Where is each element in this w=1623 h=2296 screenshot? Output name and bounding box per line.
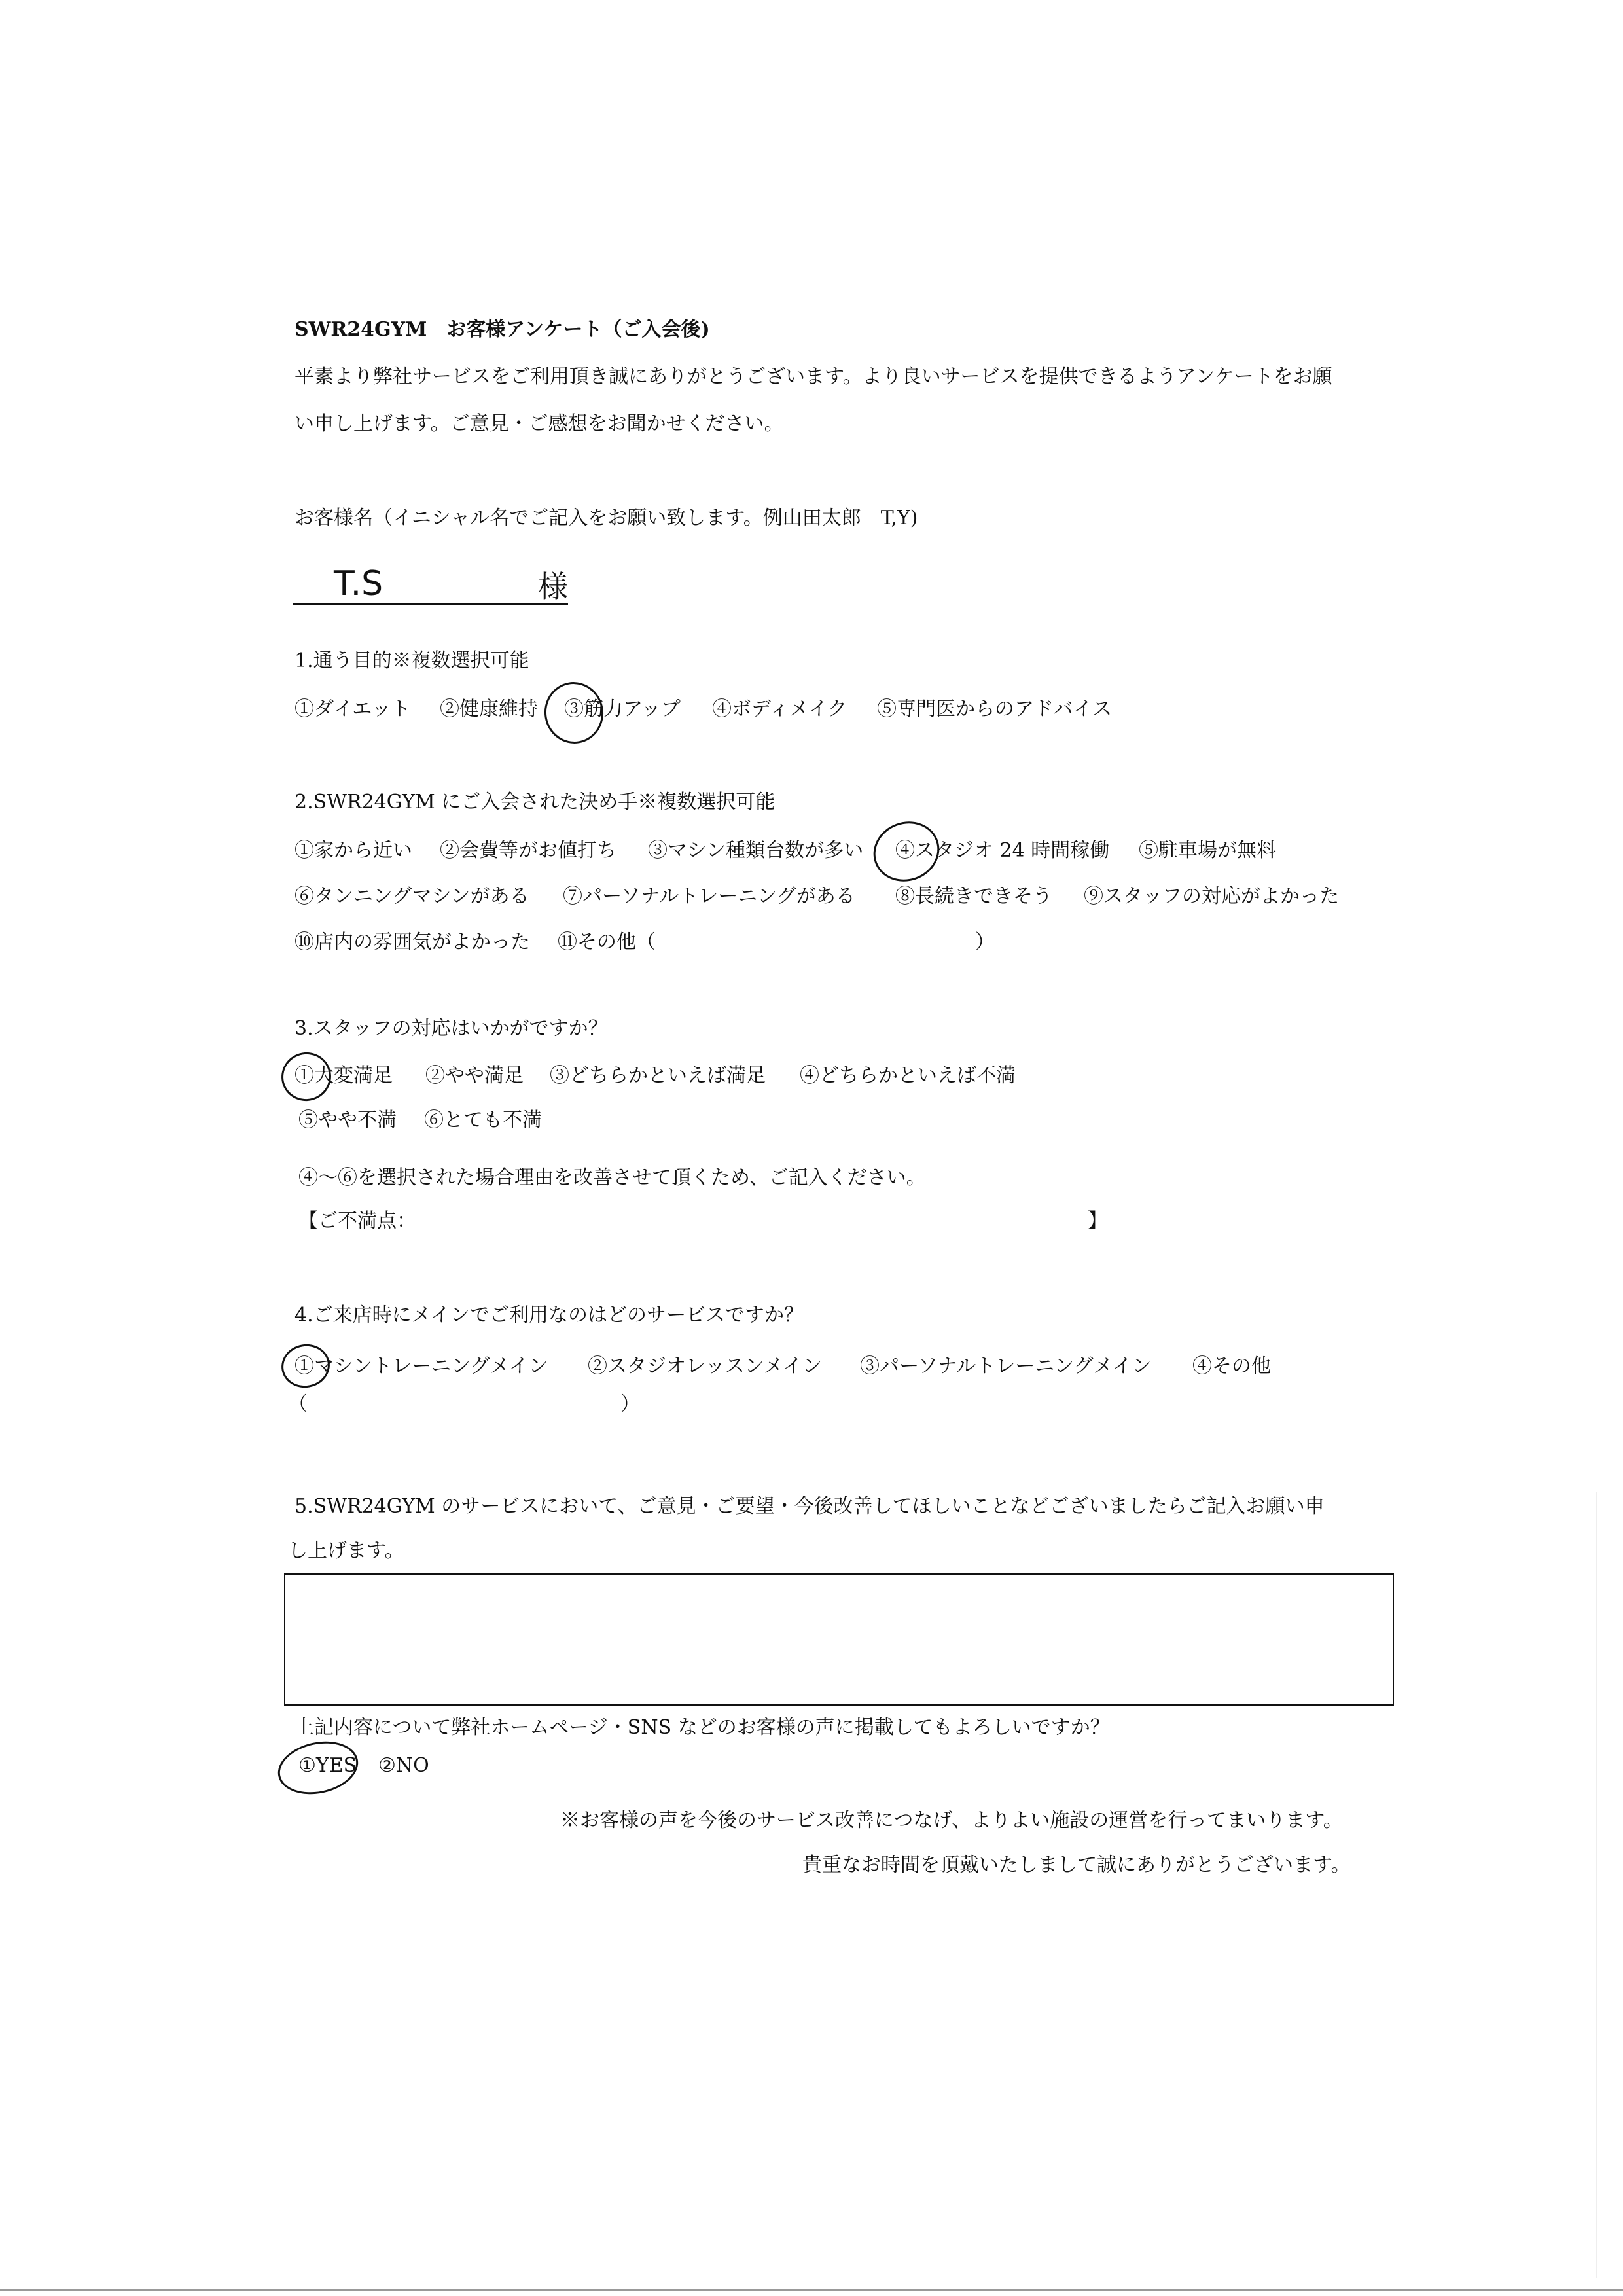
survey-title: SWR24GYM お客様アンケート（ご入会後) [294,318,710,341]
q3-heading: 3.スタッフの対応はいかがですか？ [294,1017,608,1040]
q2-option-11[interactable]: ⑪その他（ [558,931,656,954]
q5-heading-line-1: 5.SWR24GYM のサービスにおいて、ご意見・ご要望・今後改善してほしいことなどございましたらご記入お願い申 [294,1495,1325,1518]
q3-option-5[interactable]: ⑤やや不満 [298,1109,397,1132]
q2-option-5[interactable]: ⑤駐車場が無料 [1139,839,1276,862]
q4-selection-circle [278,1340,333,1391]
q2-other-close-paren: ） [975,931,995,954]
q2-option-2[interactable]: ②会費等がお値打ち [440,839,616,862]
footer-note: ※お客様の声を今後のサービス改善につなげ、よりよい施設の運営を行ってまいります。 [560,1809,1343,1832]
q4-heading: 4.ご来店時にメインでご利用なのはどのサービスですか？ [294,1304,804,1327]
intro-text-line-2: い申し上げます。ご意見・ご感想をお聞かせください。 [294,412,784,435]
q1-option-5[interactable]: ⑤専門医からのアドバイス [877,698,1113,721]
q1-option-4[interactable]: ④ボディメイク [712,698,847,721]
footer-thanks: 貴重なお時間を頂戴いたしまして誠にありがとうございます。 [802,1854,1351,1876]
q2-option-9[interactable]: ⑨スタッフの対応がよかった [1084,885,1339,908]
honorific-sama: 様 [538,569,568,604]
customer-name-label: お客様名（イニシャル名でご記入をお願い致します。例山田太郎 T,Y) [294,507,918,529]
handwritten-customer-name: T.S [334,564,383,603]
q1-selection-circle [540,677,609,748]
q4-option-2[interactable]: ②スタジオレッスンメイン [588,1355,823,1378]
q1-heading: 1.通う目的※複数選択可能 [294,649,529,672]
q4-option-4[interactable]: ④その他 [1192,1355,1271,1378]
q4-option-1[interactable]: ①マシントレーニングメイン [294,1355,548,1378]
q4-other-close-paren: ） [620,1393,640,1416]
q2-selection-circle [865,812,948,890]
consent-option-yes[interactable]: ①YES [298,1754,357,1777]
q3-option-3[interactable]: ③どちらかといえば満足 [550,1064,766,1087]
q3-option-1[interactable]: ①大変満足 [294,1064,393,1087]
q3-option-4[interactable]: ④どちらかといえば不満 [800,1064,1016,1087]
q1-option-3[interactable]: ③筋力アップ [564,698,681,721]
q5-answer-box[interactable] [284,1573,1394,1706]
q2-option-7[interactable]: ⑦パーソナルトレーニングがある [563,885,855,908]
q5-heading-line-2: し上げます。 [288,1539,404,1562]
consent-selection-circle [273,1734,363,1801]
q2-option-8[interactable]: ⑧長続きできそう [895,885,1052,908]
scan-edge-right [1596,1492,1597,2278]
q2-option-6[interactable]: ⑥タンニングマシンがある [294,885,529,908]
q2-option-4[interactable]: ④スタジオ 24 時間稼働 [895,839,1110,862]
q3-reason-note: ④～⑥を選択された場合理由を改善させて頂くため、ご記入ください。 [298,1166,926,1189]
q3-option-2[interactable]: ②やや満足 [425,1064,524,1087]
q2-heading: 2.SWR24GYM にご入会された決め手※複数選択可能 [294,791,776,814]
scan-edge-bottom [0,2289,1623,2291]
q2-option-10[interactable]: ⑩店内の雰囲気がよかった [294,931,530,954]
q3-complaint-label: 【ご不満点： [298,1210,416,1232]
consent-option-no[interactable]: ②NO [378,1754,429,1777]
intro-text-line-1: 平素より弊社サービスをご利用頂き誠にありがとうございます。より良いサービスを提供できるようアンケートをお願 [294,365,1332,388]
q2-option-3[interactable]: ③マシン種類台数が多い [648,839,864,862]
q4-other-open-paren: （ [288,1393,308,1416]
q1-option-1[interactable]: ①ダイエット [294,698,411,721]
consent-question: 上記内容について弊社ホームページ・SNS などのお客様の声に掲載してもよろしいですか？ [294,1716,1110,1739]
q2-option-1[interactable]: ①家から近い [294,839,412,862]
customer-name-underline [293,603,568,605]
q3-complaint-close: 】 [1088,1210,1107,1232]
q3-selection-circle [276,1047,337,1106]
q3-option-6[interactable]: ⑥とても不満 [424,1109,542,1132]
q1-option-2[interactable]: ②健康維持 [440,698,538,721]
q4-option-3[interactable]: ③パーソナルトレーニングメイン [860,1355,1152,1378]
